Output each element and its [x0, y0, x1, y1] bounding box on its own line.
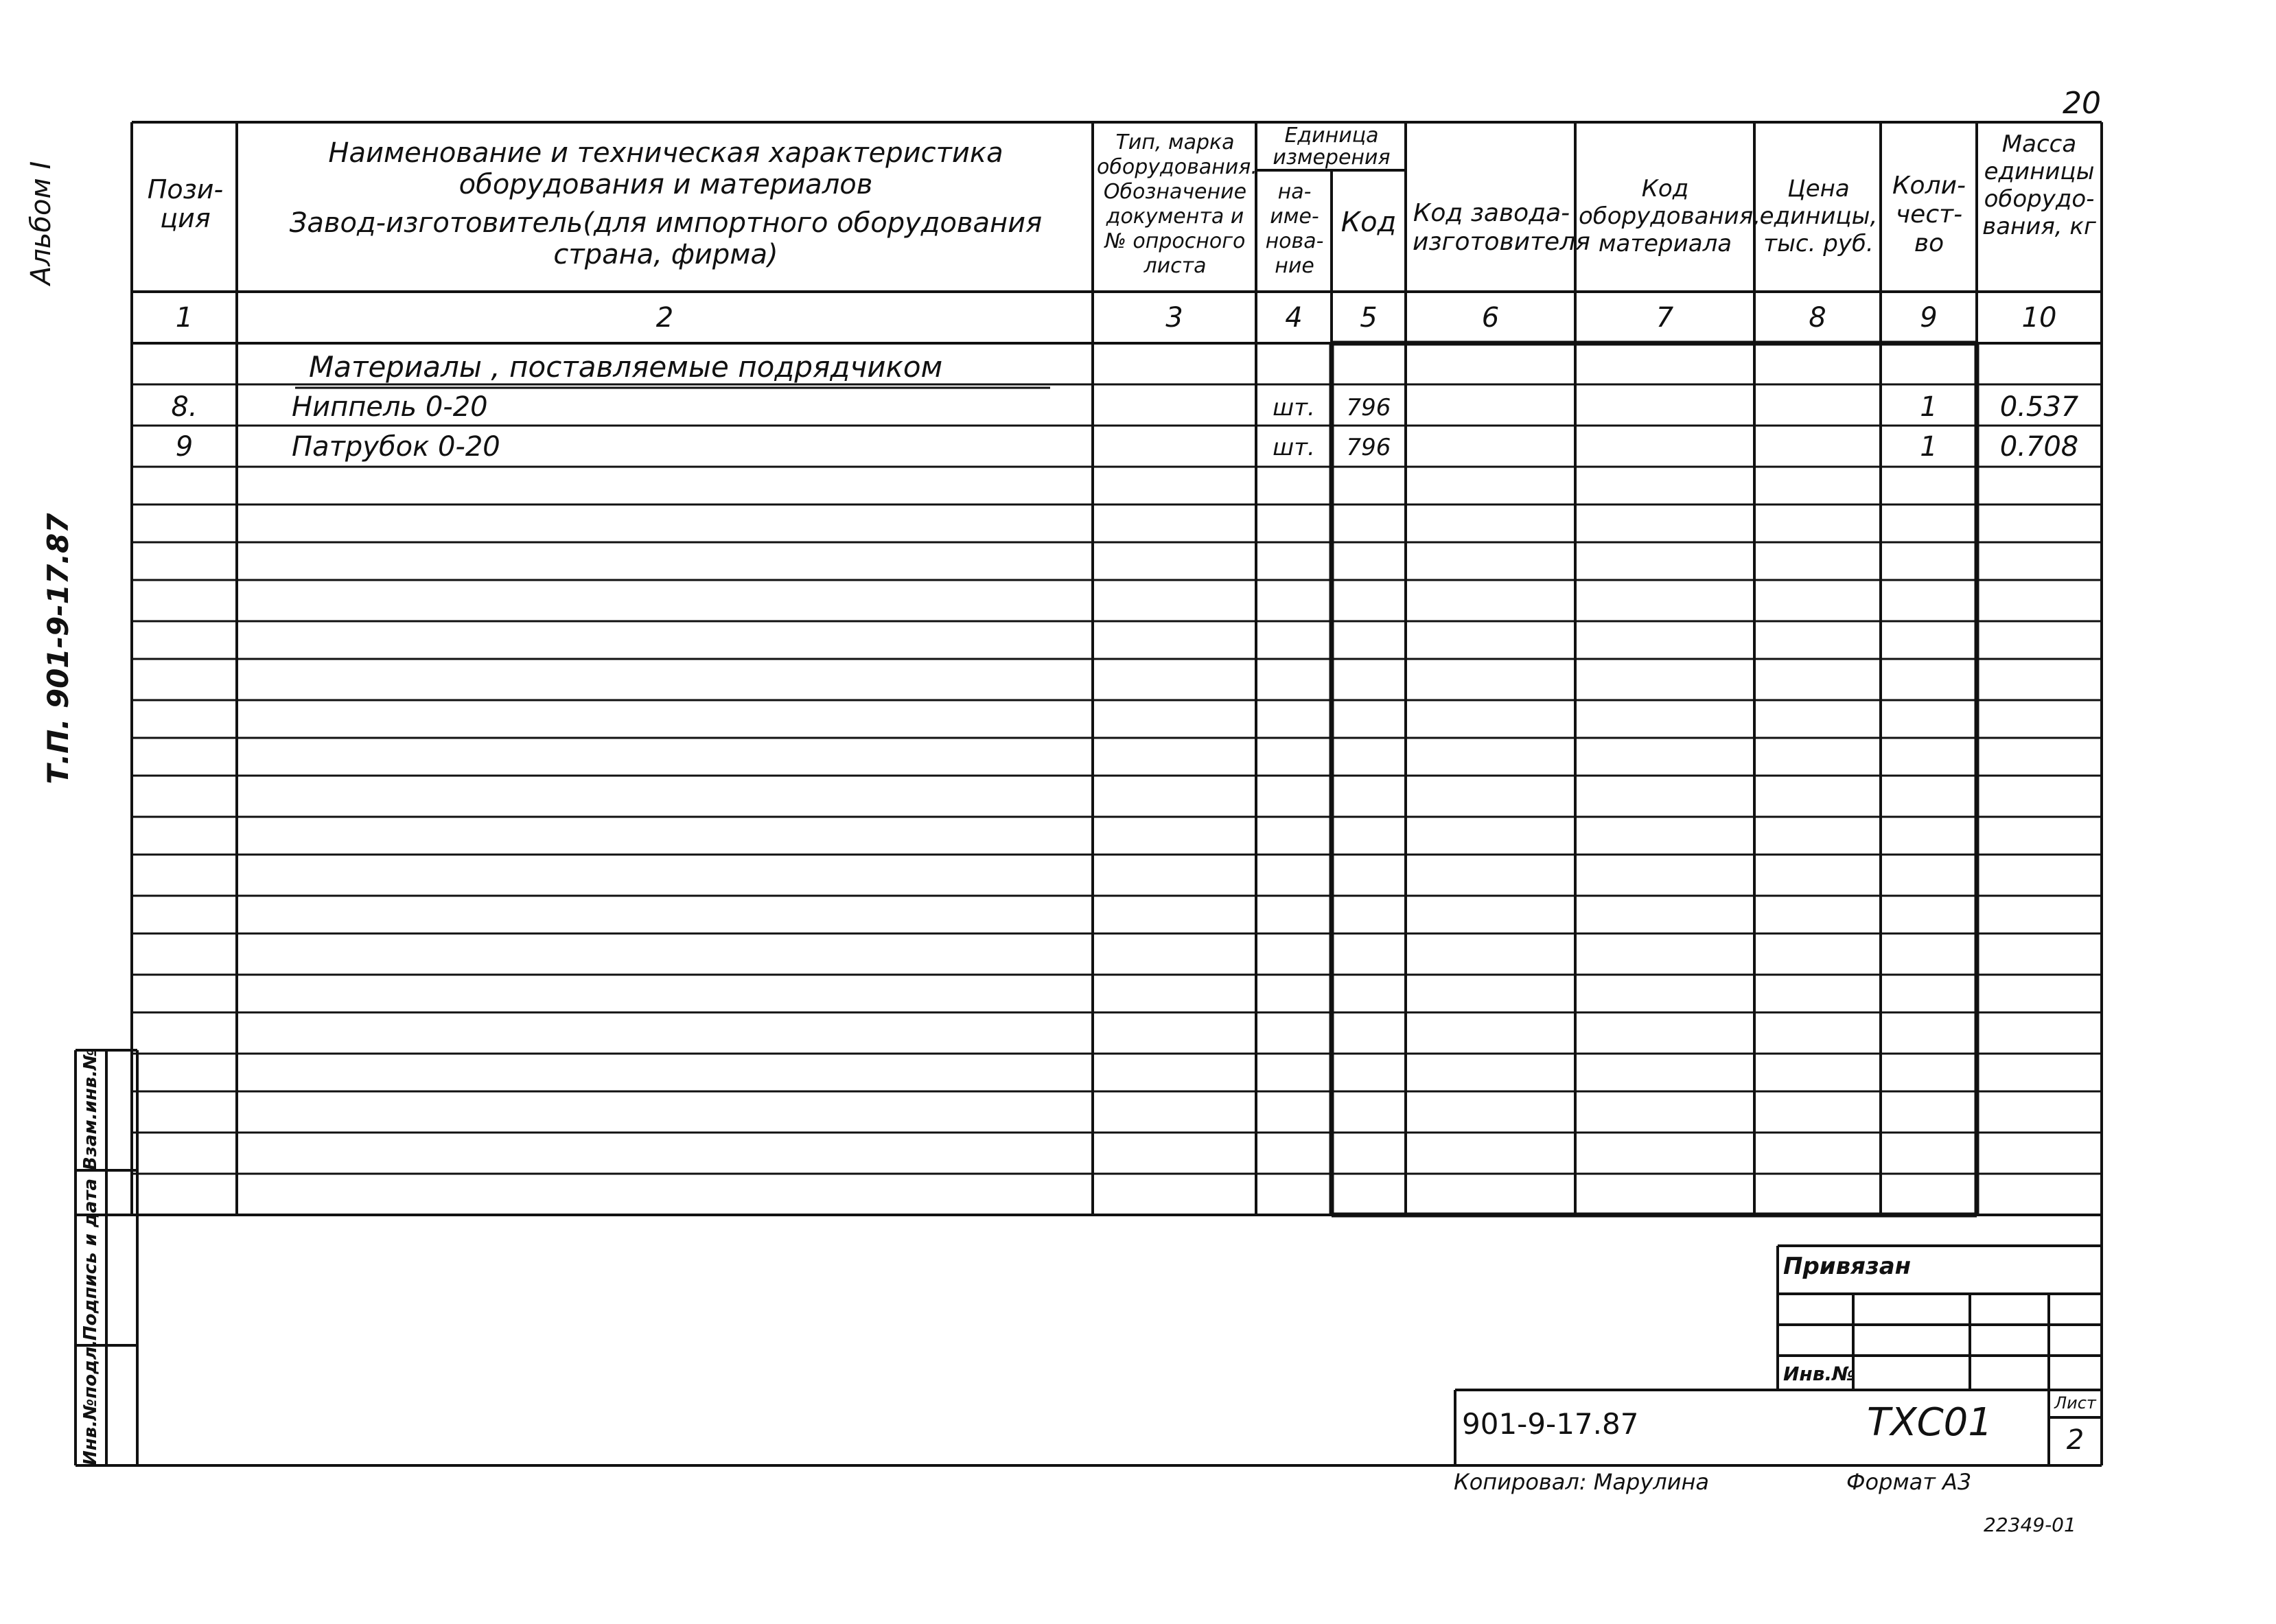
header-name-line3: Завод-изготовитель(для импортного оборудования [289, 207, 1043, 239]
header-position: Пози-ция [147, 174, 224, 233]
format-label: Формат А3 [1846, 1469, 1972, 1495]
inv-vzam-label: Взам.инв.№ [80, 1048, 101, 1170]
row-1-pos: 8. [171, 391, 198, 423]
row-2-qty: 1 [1920, 431, 1938, 463]
sheet-code: ТХС01 [1867, 1400, 1993, 1445]
project-label: Т.П. 901-9-17.87 [41, 513, 75, 785]
section-title: Материалы , поставляемые подрядчиком [309, 350, 943, 384]
header-type-mark: Тип, марка оборудования. Обозначение документа и № опросного листа [1097, 130, 1257, 278]
header-name-line2: оборудования и материалов [458, 169, 873, 200]
stamp-number: 22349-01 [1984, 1513, 2076, 1536]
column-number-6: 6 [1481, 302, 1500, 334]
bound-label: Привязан [1783, 1253, 1912, 1280]
header-quantity: Коли-чест-во [1892, 172, 1966, 257]
column-number-3: 3 [1165, 302, 1183, 334]
row-1-mass: 0.537 [1999, 391, 2079, 423]
column-number-8: 8 [1809, 302, 1826, 334]
column-number-7: 7 [1656, 302, 1674, 334]
header-name-line4: страна, фирма) [553, 239, 778, 270]
column-number-1: 1 [175, 302, 194, 334]
row-2-code: 796 [1346, 434, 1391, 461]
inv-podl-label: Инв.№подл. [80, 1339, 101, 1465]
inv-label: Инв.№ [1783, 1362, 1855, 1385]
header-name [244, 137, 1088, 270]
album-label: Альбом I [25, 161, 57, 286]
header-equipment-code: Код оборудования, материала [1579, 175, 1761, 257]
column-number-5: 5 [1360, 302, 1378, 334]
page-number: 20 [2063, 86, 2101, 121]
doc-code: 901-9-17.87 [1462, 1407, 1639, 1441]
column-number-2: 2 [655, 302, 674, 334]
row-1-name: Ниппель 0-20 [292, 391, 488, 423]
copied-by: Копировал: Марулина [1454, 1469, 1710, 1495]
header-unit-price: Цена единицы, тыс. руб. [1759, 175, 1878, 257]
row-1-qty: 1 [1920, 391, 1938, 423]
sign-date-label: Подпись и дата [80, 1178, 101, 1341]
row-1-unit: шт. [1273, 394, 1315, 421]
header-unit-group: Единица измерения [1273, 124, 1391, 170]
header-unit-mass: Масса единицы оборудо-вания, кг [1982, 130, 2096, 240]
row-2-unit: шт. [1273, 434, 1315, 461]
sheet-label: Лист [2054, 1393, 2096, 1413]
header-name-line1: Наименование и техническая характеристика [328, 137, 1003, 169]
header-factory-code: Код завода-изготовителя [1413, 199, 1590, 256]
column-number-4: 4 [1285, 302, 1303, 334]
header-unit-code: Код [1340, 207, 1397, 238]
column-number-9: 9 [1920, 302, 1938, 334]
header-unit-name: на-име-нова-ние [1265, 180, 1324, 278]
row-2-pos: 9 [175, 431, 194, 463]
row-2-name: Патрубок 0-20 [292, 431, 500, 463]
row-1-code: 796 [1346, 394, 1391, 421]
column-number-10: 10 [2021, 302, 2057, 334]
sheet-number: 2 [2066, 1424, 2085, 1456]
row-2-mass: 0.708 [1999, 431, 2079, 463]
